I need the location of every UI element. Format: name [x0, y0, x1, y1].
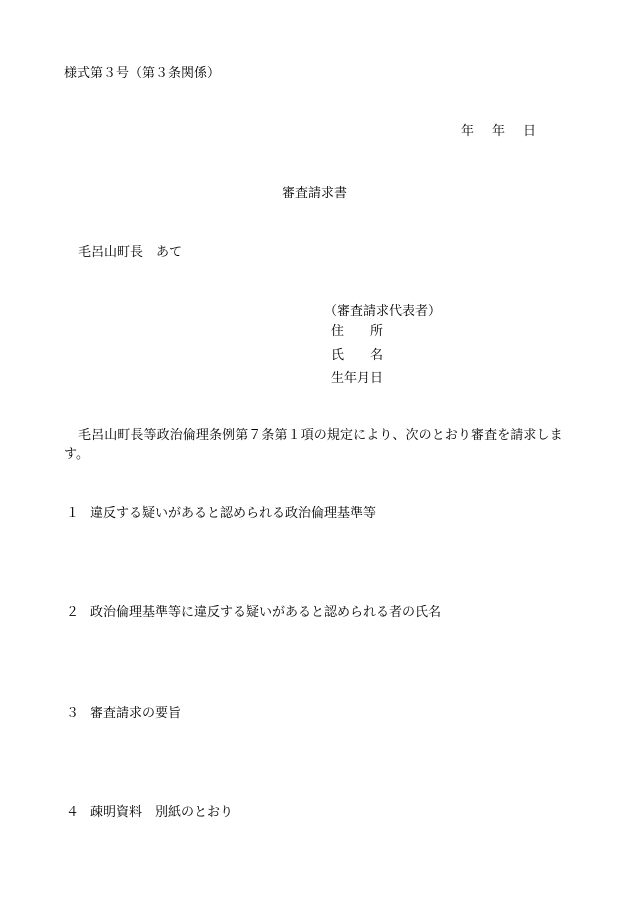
date-day-label: 日	[523, 124, 537, 139]
item-text: 疎明資料	[90, 805, 143, 820]
date-month-label: 年	[492, 124, 506, 139]
address-label-char-2: 所	[370, 324, 384, 339]
body-text: 毛呂山町長等政治倫理条例第７条第１項の規定により、次のとおり審査を請求します。	[64, 428, 563, 462]
item-text: 審査請求の要旨	[90, 706, 182, 721]
item-note: 別紙のとおり	[155, 805, 234, 820]
requester-address-label	[331, 325, 383, 338]
requester-heading: （審査請求代表者）	[324, 304, 442, 319]
name-label-char-2: 名	[370, 348, 384, 363]
date-line	[461, 125, 536, 138]
item-number: １	[66, 506, 80, 521]
address-label-char-1: 住	[331, 324, 345, 339]
list-item	[66, 806, 233, 819]
item-text: 違反する疑いがあると認められる政治倫理基準等	[90, 506, 377, 521]
item-text: 政治倫理基準等に違反する疑いがあると認められる者の氏名	[90, 605, 442, 620]
document-title: 審査請求書	[282, 186, 348, 201]
date-year-label: 年	[461, 124, 475, 139]
item-number: ３	[66, 706, 80, 721]
form-number: 様式第３号（第３条関係）	[64, 66, 221, 81]
name-label-char-1: 氏	[331, 348, 345, 363]
list-item	[66, 707, 181, 720]
requester-name-label	[331, 349, 383, 362]
addressee-suffix: あて	[156, 245, 183, 260]
item-number: ４	[66, 805, 80, 820]
item-number: ２	[66, 605, 80, 620]
addressee-name: 毛呂山町長	[78, 245, 144, 260]
list-item	[66, 606, 441, 619]
list-item	[66, 507, 376, 520]
requester-birthdate-label: 生年月日	[331, 371, 384, 386]
addressee	[78, 246, 182, 259]
